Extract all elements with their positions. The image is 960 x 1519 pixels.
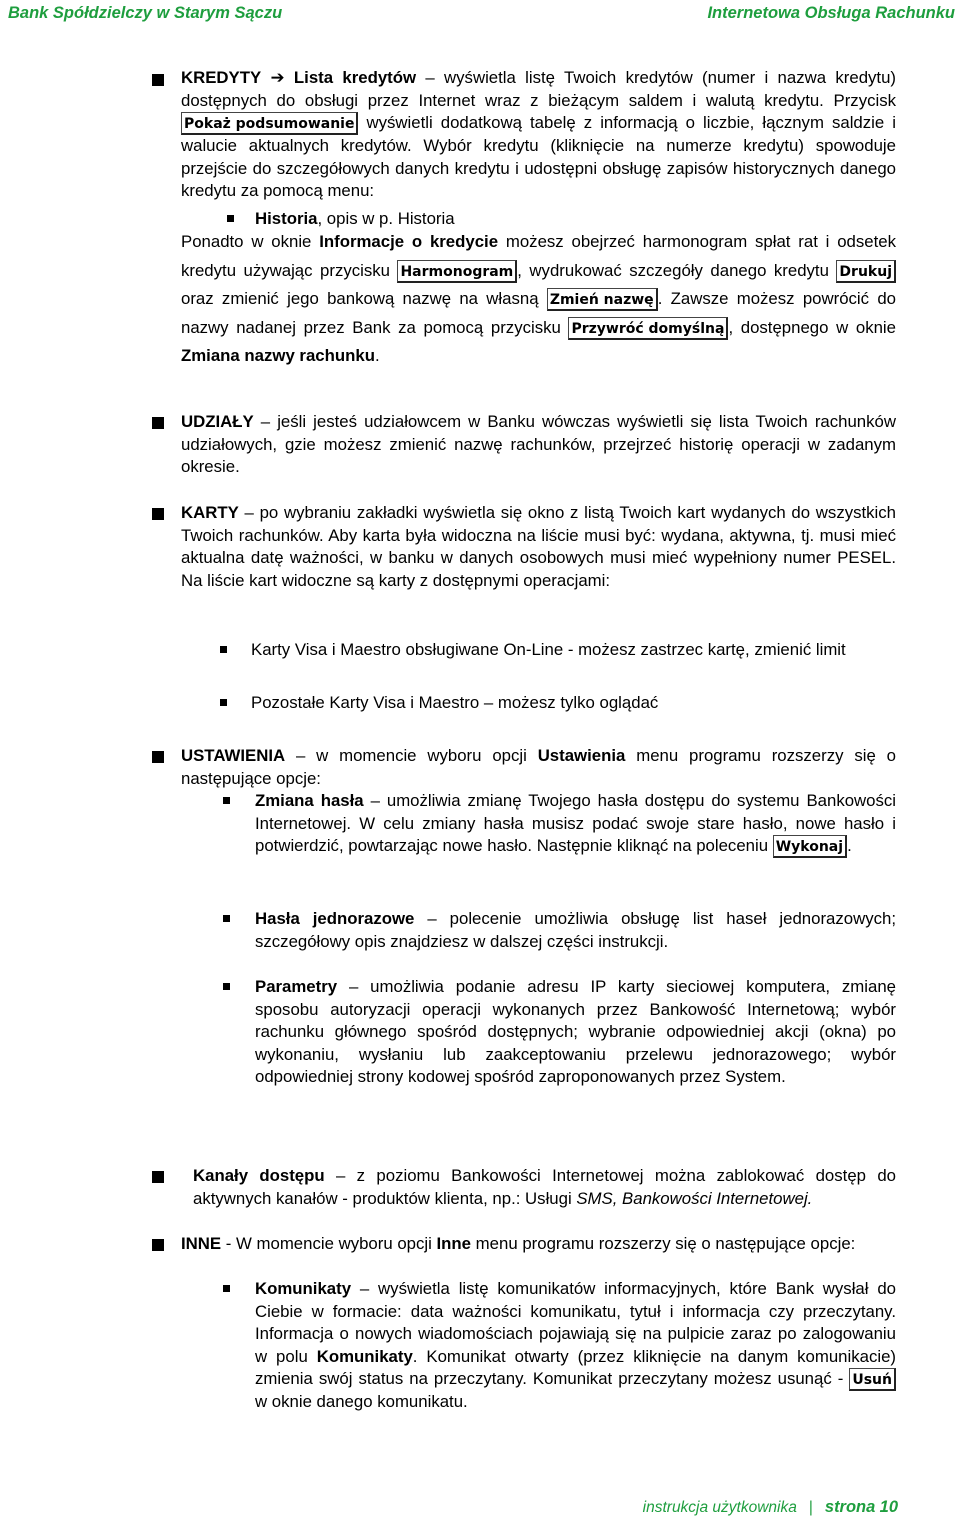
footer-label: instrukcja użytkownika [642,1499,797,1516]
section-title: USTAWIENIA [181,746,286,765]
bullet-square-icon [152,417,164,429]
text: w oknie danego komunikatu. [255,1392,468,1412]
bullet-small-square-icon [223,797,230,804]
wykonaj-button[interactable]: Wykonaj [773,835,847,858]
footer-separator: | [808,1499,813,1516]
section-inne [181,1233,896,1256]
page-footer [643,1498,898,1517]
section-ustawienia [181,745,896,790]
text: . Komunikat otwarty (przez kliknięcie na danym komunikacie) zmienia swój status na przeczytany. Komunikat przeczytany możesz usunąć - [255,1346,896,1389]
section-title: INNE [181,1234,222,1253]
text: Ponadto w oknie [181,232,320,251]
option-title: Hasła jednorazowe [255,909,415,928]
ustawienia-parametry [255,976,896,1089]
option-title: Zmiana hasła [255,791,364,810]
text: menu programu rozszerzy się o następujące opcje: [181,746,896,788]
text: , opis w p. Historia [317,209,455,228]
menu-option-name: Ustawienia [537,746,626,765]
bullet-small-square-icon [223,915,230,922]
text: , wydrukować szczegóły danego kredytu [517,260,837,280]
menu-option-name: Inne [436,1234,472,1253]
kredyty-details-paragraph [181,228,896,371]
show-summary-button[interactable]: Pokaż podsumowanie [181,112,358,135]
window-name: Zmiana nazwy rachunku [181,346,375,366]
header-bank-name: Bank Spółdzielczy w Starym Sączu [8,4,283,22]
text: wyświetli dodatkową tabelę z informacją o liczbie, łącznym saldzie i walucie aktualnych kredytów. Wybór kredytu (kliknięcie na numerze kredytu) spowoduje przejście do szczegółowych danych kredytu i udostępni obsługę zapisów historycznych danego kredytu za pomocą menu: [181,113,896,201]
section-title: KARTY [181,503,239,522]
text: – jeśli jesteś udziałowcem w Banku wówczas wyświetli się lista Twoich rachunków udziałowych, gzie możesz zmienić nazwę rachunków, przejrzeć historię operacji w zadanym okresie. [181,412,896,477]
section-udzialy [181,411,896,479]
text: możesz obejrzeć harmonogram spłat rat i odsetek kredytu używając przycisku [181,232,896,280]
ustawienia-zmiana-hasla [255,790,896,858]
bullet-small-square-icon [220,646,227,653]
section-title: Kanały dostępu [193,1166,325,1185]
option-title: Parametry [255,977,338,996]
karty-item: Karty Visa i Maestro obsługiwane On-Line - możesz zastrzec kartę, zmienić limit [251,640,846,659]
text: – umożliwia podanie adresu IP karty sieciowej komputera, zmianę sposobu autoryzacji operacji wykonanych przez Bankowość Internetową; wybór rachunku głównego spośród dostępnych; wybranie odpowiedniej akcji (okna) po wykonaniu, wysłaniu lub zaakceptowaniu przelewu jednorazowego; wybór odpowiedniej strony kodowej spośród zaproponowanych przez System. [255,977,896,1087]
window-name: Informacje o kredycie [319,232,499,251]
text: – w momencie wyboru opcji [285,746,538,765]
historia-label: Historia [255,209,318,228]
usun-button[interactable]: Usuń [849,1368,896,1391]
bullet-square-icon [152,1171,164,1183]
bullet-small-square-icon [223,1285,230,1292]
section-karty [181,502,896,592]
bullet-small-square-icon [220,699,227,706]
text: , dostępnego w oknie [728,317,896,337]
header-doc-title: Internetowa Obsługa Rachunku [707,4,955,22]
arrow-icon: ➔ [270,68,285,87]
zmien-nazwe-button[interactable]: Zmień nazwę [547,288,658,311]
text: – z poziomu Bankowości Internetowej można zablokować dostęp do aktywnych kanałów - produktów klienta, np.: Usługi [193,1166,896,1208]
section-kredyty [181,67,896,203]
section-title: UDZIAŁY [181,412,254,431]
bullet-small-square-icon [223,983,230,990]
section-kanaly-heading [193,1165,896,1210]
bullet-square-icon [152,1239,164,1251]
field-name: Komunikaty [316,1346,413,1366]
text: . [847,836,852,856]
page-number: 10 [879,1498,898,1516]
text: – po wybraniu zakładki wyświetla się okno z listą Twoich kart wydanych do wszystkich Twoich rachunków. Aby karta była widoczna na liście musi być: wydana, aktywna, tj. musi mieć aktualna datę ważności, w banku w danych osobowych musi mieć wypełniony numer PESEL. Na liście kart widoczne są karty z dostępnymi operacjami: [181,503,896,590]
bullet-square-icon [152,74,164,86]
text: . Zawsze możesz powrócić do nazwy nadanej przez Bank za pomocą przycisku [181,289,896,337]
text: oraz zmienić jego bankową nazwę na własną [181,289,547,309]
przywroc-domyslna-button[interactable]: Przywróć domyślną [568,317,728,340]
option-title: Komunikaty [255,1279,352,1298]
text: menu programu rozszerzy się o następujące opcje: [471,1234,856,1253]
section-subtitle: Lista kredytów [293,68,417,87]
section-title: KREDYTY [181,68,262,87]
text: – polecenie umożliwia obsługę list haseł jednorazowych; szczegółowy opis znajdziesz w dalszej części instrukcji. [255,909,896,951]
text: . [374,346,380,366]
text: SMS, Bankowości Internetowej. [576,1188,813,1208]
text: – umożliwia zmianę Twojego hasła dostępu do systemu Bankowości Internetowej. W celu zmiany hasła musisz podać swoje stare hasło, nowe hasło i potwierdzić, powtarzając nowe hasło. Następnie kliknąć na poleceniu [255,791,896,856]
karty-item: Pozostałe Karty Visa i Maestro – możesz tylko oglądać [251,693,659,712]
bullet-square-icon [152,508,164,520]
harmonogram-button[interactable]: Harmonogram [397,260,517,283]
ustawienia-hasla-jednorazowe [255,908,896,953]
drukuj-button[interactable]: Drukuj [836,260,896,283]
inne-komunikaty [255,1278,896,1414]
page-label: strona [824,1498,876,1516]
bullet-square-icon [152,751,164,763]
text: - W momencie wyboru opcji [221,1234,437,1253]
text: – wyświetla listę komunikatów informacyjnych, które Bank wysłał do Ciebie w formacie: data ważności komunikatu, tytuł i informacja czy przeczytany. Informacja o nowych wiadomościach pojawiają się na pulpicie zaraz po zalogowaniu w polu [255,1279,896,1366]
bullet-small-square-icon [227,215,234,222]
text: – wyświetla listę Twoich kredytów (numer i nazwa kredytu) dostępnych do obsługi przez Internet wraz z bieżącym saldem i walutą kredytu. Przycisk [181,68,896,110]
